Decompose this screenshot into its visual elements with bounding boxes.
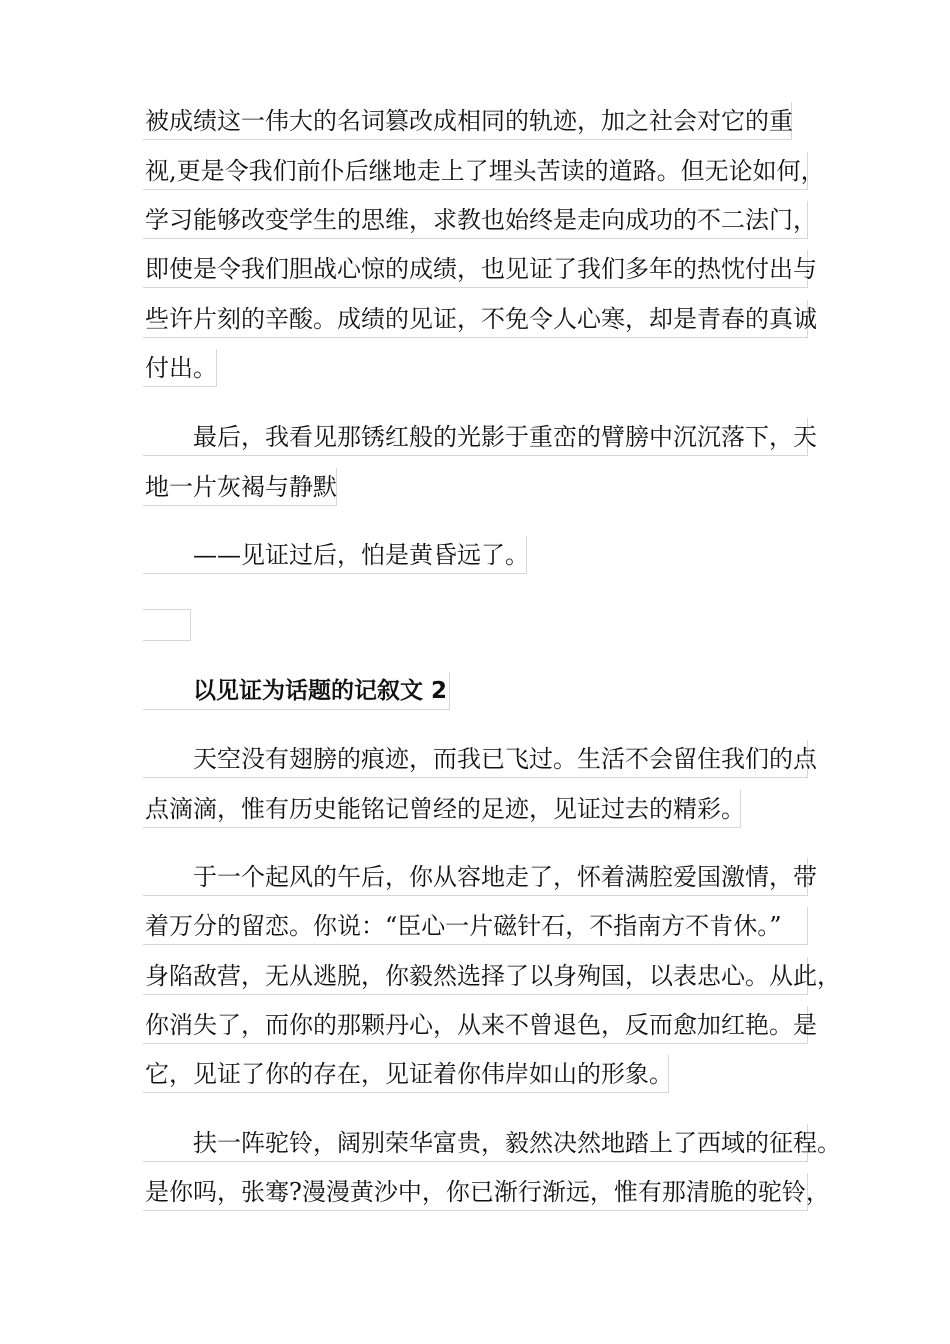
empty-paragraph bbox=[143, 609, 191, 641]
text-line: 学习能够改变学生的思维，求教也始终是走向成功的不二法门， bbox=[143, 201, 808, 239]
text-line: 它，见证了你的存在，见证着你伟岸如山的形象。 bbox=[143, 1055, 669, 1093]
text-line: 即使是令我们胆战心惊的成绩，也见证了我们多年的热忱付出与 bbox=[143, 250, 808, 288]
text-line: 视,更是令我们前仆后继地走上了埋头苦读的道路。但无论如何， bbox=[143, 152, 808, 190]
text-line: 是你吗，张骞?漫漫黄沙中，你已渐行渐远，惟有那清脆的驼铃， bbox=[143, 1173, 808, 1211]
text-line: 你消失了，而你的那颗丹心，从来不曾退色，反而愈加红艳。是 bbox=[143, 1006, 808, 1044]
text-line: 天空没有翅膀的痕迹，而我已飞过。生活不会留住我们的点 bbox=[143, 740, 808, 778]
text-line: 着万分的留恋。你说：“臣心一片磁针石，不指南方不肯休。” bbox=[143, 907, 808, 945]
text-line: ——见证过后，怕是黄昏远了。 bbox=[143, 536, 527, 574]
text-line: 最后，我看见那锈红般的光影于重峦的臂膀中沉沉落下，天 bbox=[143, 418, 808, 456]
text-line: 付出。 bbox=[143, 349, 217, 387]
text-line: 扶一阵驼铃，阔别荣华富贵，毅然决然地踏上了西域的征程。 bbox=[143, 1124, 808, 1162]
text-line: 些许片刻的辛酸。成绩的见证，不免令人心寒，却是青春的真诚 bbox=[143, 300, 808, 338]
text-line: 被成绩这一伟大的名词篡改成相同的轨迹，加之社会对它的重 bbox=[143, 102, 792, 140]
text-line: 身陷敌营，无从逃脱，你毅然选择了以身殉国，以表忠心。从此， bbox=[143, 957, 808, 995]
text-line: 地一片灰褐与静默 bbox=[143, 468, 337, 506]
text-line: 于一个起风的午后，你从容地走了，怀着满腔爱国激情，带 bbox=[143, 858, 808, 896]
text-line: 点滴滴，惟有历史能铭记曾经的足迹，见证过去的精彩。 bbox=[143, 790, 741, 828]
section-heading: 以见证为话题的记叙文 2 bbox=[143, 672, 450, 710]
